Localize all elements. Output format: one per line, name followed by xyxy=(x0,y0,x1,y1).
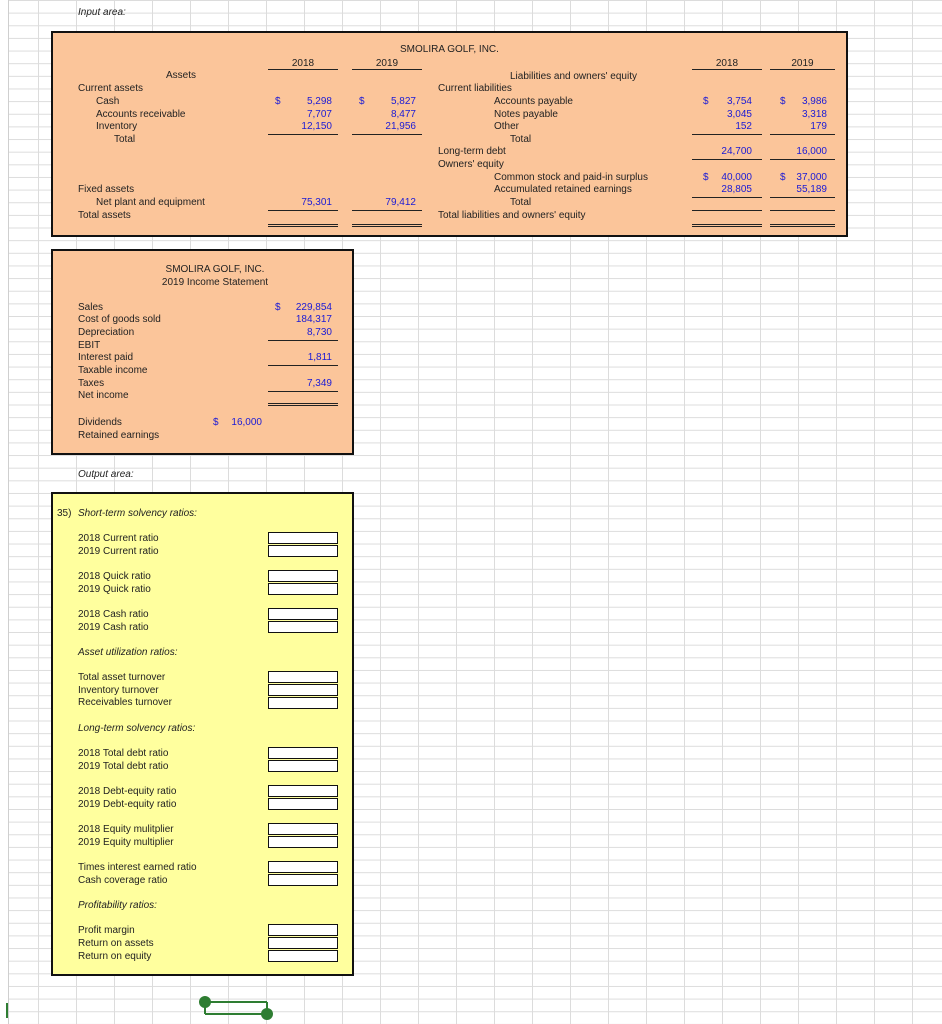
ap-2019-dollar: $ xyxy=(780,96,786,107)
tie-label: Times interest earned ratio xyxy=(78,862,197,873)
qr-2019-answer[interactable] xyxy=(268,583,338,595)
cash-2018-dollar: $ xyxy=(275,96,281,107)
np-2018[interactable]: 3,045 xyxy=(726,109,752,120)
total-assets-2019-line xyxy=(352,221,422,227)
long-term-heading: Long-term solvency ratios: xyxy=(78,723,196,734)
re-2019[interactable]: 55,189 xyxy=(770,184,835,198)
assets-header: Assets xyxy=(166,70,197,81)
cr-answer-group xyxy=(268,532,338,557)
td-2019-label: 2019 Total debt ratio xyxy=(78,761,169,772)
ap-2018-dollar: $ xyxy=(703,96,709,107)
current-liab-total-label: Total xyxy=(510,134,532,145)
cc-answer[interactable] xyxy=(268,874,338,886)
qr-2018-label: 2018 Quick ratio xyxy=(78,571,151,582)
question-number: 35) xyxy=(57,508,72,519)
fixed-assets-label: Fixed assets xyxy=(78,184,135,195)
profit-answer-group xyxy=(268,924,338,962)
current-assets-label: Current assets xyxy=(78,83,144,94)
np-2019[interactable]: 3,318 xyxy=(801,109,827,120)
de-2018-answer[interactable] xyxy=(268,785,338,797)
equity-total-label: Total xyxy=(510,197,532,208)
selection-connector-icon[interactable] xyxy=(195,992,277,1024)
current-assets-total-label: Total xyxy=(114,134,136,145)
is-retained-label: Retained earnings xyxy=(78,430,160,441)
ltd-2019[interactable]: 16,000 xyxy=(770,146,835,160)
total-le-2019-line xyxy=(770,221,835,227)
net-plant-label: Net plant and equipment xyxy=(96,197,205,208)
sales-label: Sales xyxy=(78,302,104,313)
qr-2019-label: 2019 Quick ratio xyxy=(78,584,151,595)
bs-liab-year-2018: 2018 xyxy=(692,58,762,70)
dividends-dollar: $ xyxy=(213,417,219,428)
sales-value[interactable]: 229,854 xyxy=(295,302,332,313)
liabilities-header: Liabilities and owners' equity xyxy=(510,71,637,82)
balance-sheet-title: SMOLIRA GOLF, INC. xyxy=(400,44,499,55)
de-2018-label: 2018 Debt-equity ratio xyxy=(78,786,177,797)
ltd-2018[interactable]: 24,700 xyxy=(692,146,762,160)
em-2019-answer[interactable] xyxy=(268,836,338,848)
de-2019-label: 2019 Debt-equity ratio xyxy=(78,799,177,810)
sales-dollar: $ xyxy=(275,302,281,313)
tat-label: Total asset turnover xyxy=(78,672,166,683)
inventory-label: Inventory xyxy=(96,121,138,132)
is-company: SMOLIRA GOLF, INC. xyxy=(165,264,265,275)
total-le-label: Total liabilities and owners' equity xyxy=(438,210,586,221)
roa-label: Return on assets xyxy=(78,938,154,949)
cash-2018[interactable]: 5,298 xyxy=(306,96,332,107)
cash-ratio-answer-group xyxy=(268,608,338,633)
ap-2018[interactable]: 3,754 xyxy=(726,96,752,107)
qr-2018-answer[interactable] xyxy=(268,570,338,582)
ebit-label: EBIT xyxy=(78,340,101,351)
tat-answer[interactable] xyxy=(268,671,338,683)
roa-answer[interactable] xyxy=(268,937,338,949)
npe-2019[interactable]: 79,412 xyxy=(352,197,422,211)
pm-label: Profit margin xyxy=(78,925,135,936)
dep-value[interactable]: 8,730 xyxy=(268,327,338,341)
em-answer-group xyxy=(268,823,338,848)
other-label: Other xyxy=(494,121,520,132)
cr-2019-answer[interactable] xyxy=(268,545,338,557)
ap-label: Accounts payable xyxy=(494,96,573,107)
equity-total-2018-line xyxy=(692,209,762,211)
cursor-marker xyxy=(6,1003,8,1018)
em-2018-answer[interactable] xyxy=(268,823,338,835)
coverage-answer-group xyxy=(268,861,338,886)
interest-label: Interest paid xyxy=(78,352,134,363)
it-label: Inventory turnover xyxy=(78,685,159,696)
dividends-label: Dividends xyxy=(78,417,122,428)
net-income-line xyxy=(268,400,338,406)
td-2018-answer[interactable] xyxy=(268,747,338,759)
retained-earnings-label: Accumulated retained earnings xyxy=(494,184,632,195)
cash-ratio-2019-answer[interactable] xyxy=(268,621,338,633)
cash-label: Cash xyxy=(96,96,120,107)
cs-2019-dollar: $ xyxy=(780,172,786,183)
tie-answer[interactable] xyxy=(268,861,338,873)
cs-2018[interactable]: 40,000 xyxy=(721,172,752,183)
cash-ratio-2018-answer[interactable] xyxy=(268,608,338,620)
de-2019-answer[interactable] xyxy=(268,798,338,810)
row-header-strip xyxy=(0,0,9,1024)
em-2018-label: 2018 Equity mulitplier xyxy=(78,824,174,835)
cs-2019[interactable]: 37,000 xyxy=(796,172,827,183)
qr-answer-group xyxy=(268,570,338,595)
bs-year-2018: 2018 xyxy=(268,58,338,70)
inventory-2018[interactable]: 12,150 xyxy=(268,121,338,135)
ltd-label: Long-term debt xyxy=(438,146,506,157)
cs-2018-dollar: $ xyxy=(703,172,709,183)
bs-year-2019: 2019 xyxy=(352,58,422,70)
cr-2019-label: 2019 Current ratio xyxy=(78,546,159,557)
rt-answer[interactable] xyxy=(268,697,338,709)
ar-label: Accounts receivable xyxy=(96,109,186,120)
inventory-2019[interactable]: 21,956 xyxy=(352,121,422,135)
td-2018-label: 2018 Total debt ratio xyxy=(78,748,169,759)
total-le-2018-line xyxy=(692,221,762,227)
other-2018[interactable]: 152 xyxy=(692,121,762,135)
roe-answer[interactable] xyxy=(268,950,338,962)
bs-liab-year-2019: 2019 xyxy=(770,58,835,70)
cr-2018-label: 2018 Current ratio xyxy=(78,533,159,544)
re-2018[interactable]: 28,805 xyxy=(692,184,762,198)
current-liabilities-label: Current liabilities xyxy=(438,83,512,94)
cash-2019-dollar: $ xyxy=(359,96,365,107)
other-2019[interactable]: 179 xyxy=(770,121,835,135)
ar-2019[interactable]: 8,477 xyxy=(390,109,416,120)
de-answer-group xyxy=(268,785,338,810)
taxes-label: Taxes xyxy=(78,378,105,389)
interest-value[interactable]: 1,811 xyxy=(268,352,338,366)
cash-2019[interactable]: 5,827 xyxy=(390,96,416,107)
cr-2018-answer[interactable] xyxy=(268,532,338,544)
cc-label: Cash coverage ratio xyxy=(78,875,168,886)
dep-label: Depreciation xyxy=(78,327,135,338)
output-area-label: Output area: xyxy=(78,469,134,480)
td-2019-answer[interactable] xyxy=(268,760,338,772)
taxes-value[interactable]: 7,349 xyxy=(268,378,338,392)
taxable-label: Taxable income xyxy=(78,365,148,376)
total-assets-2018-line xyxy=(268,221,338,227)
pm-answer[interactable] xyxy=(268,924,338,936)
short-term-heading: Short-term solvency ratios: xyxy=(78,508,197,519)
ar-2018[interactable]: 7,707 xyxy=(306,109,332,120)
roe-label: Return on equity xyxy=(78,951,152,962)
is-subtitle: 2019 Income Statement xyxy=(161,277,269,288)
td-answer-group xyxy=(268,747,338,772)
npe-2018[interactable]: 75,301 xyxy=(268,197,338,211)
ap-2019[interactable]: 3,986 xyxy=(801,96,827,107)
em-2019-label: 2019 Equity multiplier xyxy=(78,837,174,848)
asset-util-heading: Asset utilization ratios: xyxy=(78,647,178,658)
np-label: Notes payable xyxy=(494,109,558,120)
total-assets-label: Total assets xyxy=(78,210,131,221)
input-area-label: Input area: xyxy=(78,7,126,18)
profitability-heading: Profitability ratios: xyxy=(78,900,157,911)
net-income-label: Net income xyxy=(78,390,129,401)
owners-equity-label: Owners' equity xyxy=(438,159,504,170)
it-answer[interactable] xyxy=(268,684,338,696)
common-stock-label: Common stock and paid-in surplus xyxy=(494,172,648,183)
cash-ratio-2018-label: 2018 Cash ratio xyxy=(78,609,149,620)
cogs-value[interactable]: 184,317 xyxy=(295,314,332,325)
asset-util-answer-group xyxy=(268,671,338,709)
cogs-label: Cost of goods sold xyxy=(78,314,161,325)
rt-label: Receivables turnover xyxy=(78,697,172,708)
dividends-value[interactable]: 16,000 xyxy=(231,417,262,428)
cash-ratio-2019-label: 2019 Cash ratio xyxy=(78,622,149,633)
equity-total-2019-line xyxy=(770,209,835,211)
